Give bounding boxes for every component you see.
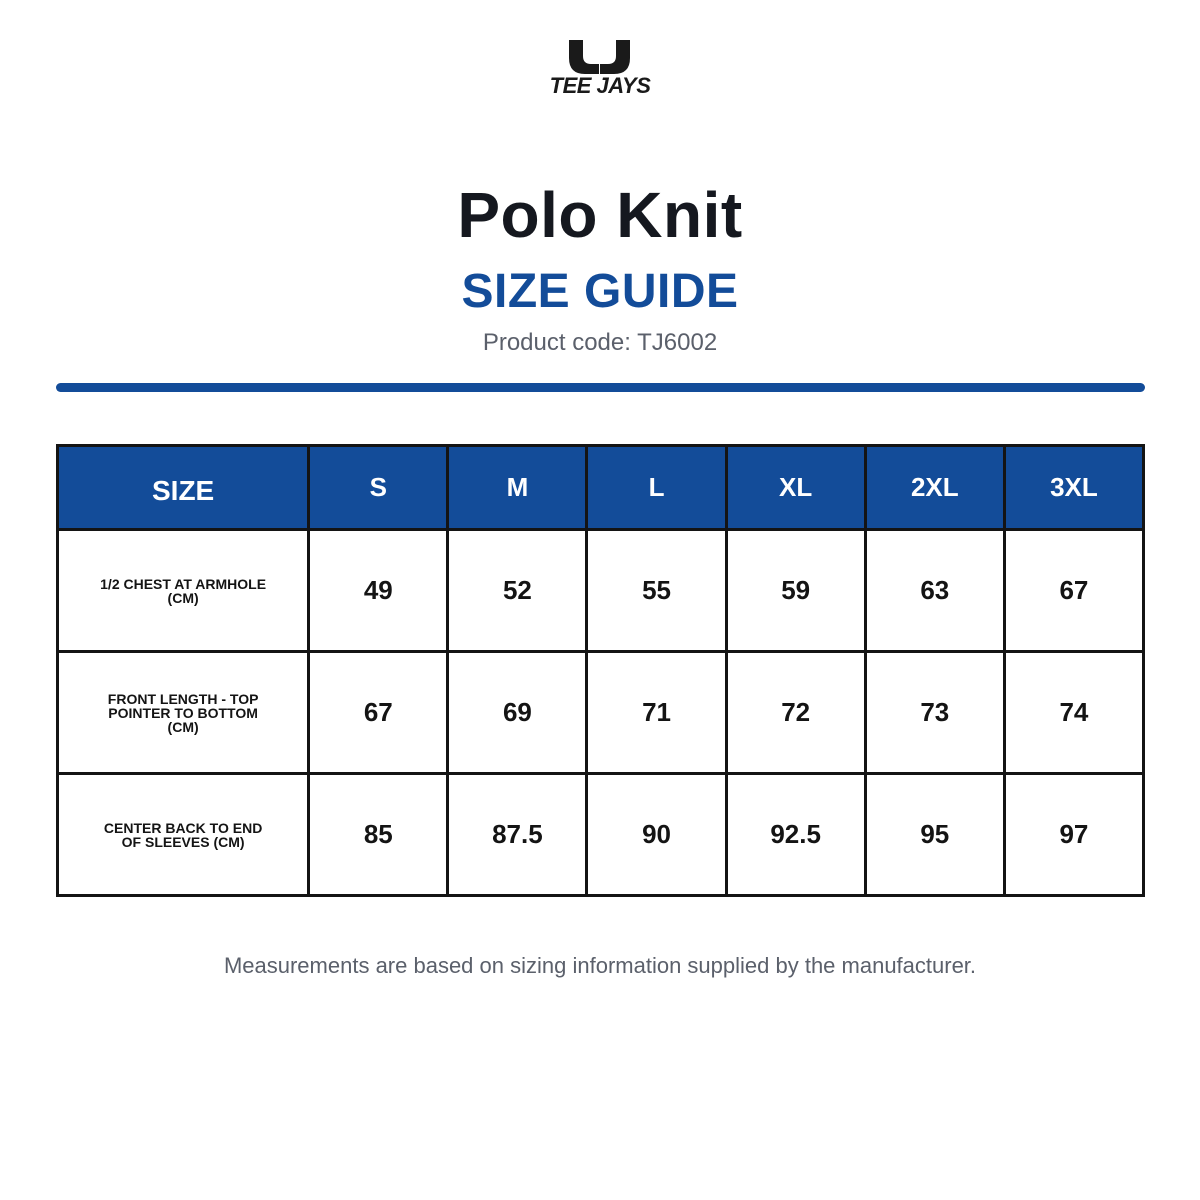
row-label: CENTER BACK TO END OF SLEEVES (CM) xyxy=(58,774,309,896)
measurement-cell: 59 xyxy=(726,530,865,652)
size-header-cell: L xyxy=(587,446,726,530)
measurement-cell: 90 xyxy=(587,774,726,896)
product-code: Product code: TJ6002 xyxy=(482,329,718,356)
measurement-cell: 87.5 xyxy=(448,774,587,896)
row-label: 1/2 CHEST AT ARMHOLE (CM) xyxy=(58,530,309,652)
size-header-cell: 3XL xyxy=(1004,446,1143,530)
size-header-cell: M xyxy=(448,446,587,530)
measurement-cell: 73 xyxy=(865,652,1004,774)
measurement-cell: 69 xyxy=(448,652,587,774)
row-label: FRONT LENGTH - TOP POINTER TO BOTTOM (CM) xyxy=(58,652,309,774)
measurement-cell: 49 xyxy=(309,530,448,652)
footnote: Measurements are based on sizing information supplied by the manufacturer. xyxy=(223,953,977,978)
table-row xyxy=(58,652,1144,774)
measurement-cell: 95 xyxy=(865,774,1004,896)
measurement-cell: 55 xyxy=(587,530,726,652)
measurement-cell: 71 xyxy=(587,652,726,774)
page-subtitle: SIZE GUIDE xyxy=(461,265,739,318)
measurement-cell: 72 xyxy=(726,652,865,774)
measurement-cell: 67 xyxy=(309,652,448,774)
table-row xyxy=(58,530,1144,652)
size-column-header: SIZE xyxy=(58,446,309,530)
measurement-cell: 74 xyxy=(1004,652,1143,774)
table-row xyxy=(58,774,1144,896)
size-header-cell: 2XL xyxy=(865,446,1004,530)
size-guide-table xyxy=(56,444,1145,897)
measurement-cell: 92.5 xyxy=(726,774,865,896)
size-header-cell: XL xyxy=(726,446,865,530)
measurement-cell: 97 xyxy=(1004,774,1143,896)
size-header-cell: S xyxy=(309,446,448,530)
tj-monogram-icon xyxy=(530,38,670,96)
brand-logo xyxy=(530,38,670,96)
measurement-cell: 63 xyxy=(865,530,1004,652)
measurement-cell: 85 xyxy=(309,774,448,896)
measurement-cell: 52 xyxy=(448,530,587,652)
measurement-cell: 67 xyxy=(1004,530,1143,652)
brand-logo-text: TEE JAYS xyxy=(549,73,651,96)
page-title: Polo Knit xyxy=(457,179,743,251)
table-header-row xyxy=(58,446,1144,530)
divider-rule xyxy=(56,383,1145,392)
